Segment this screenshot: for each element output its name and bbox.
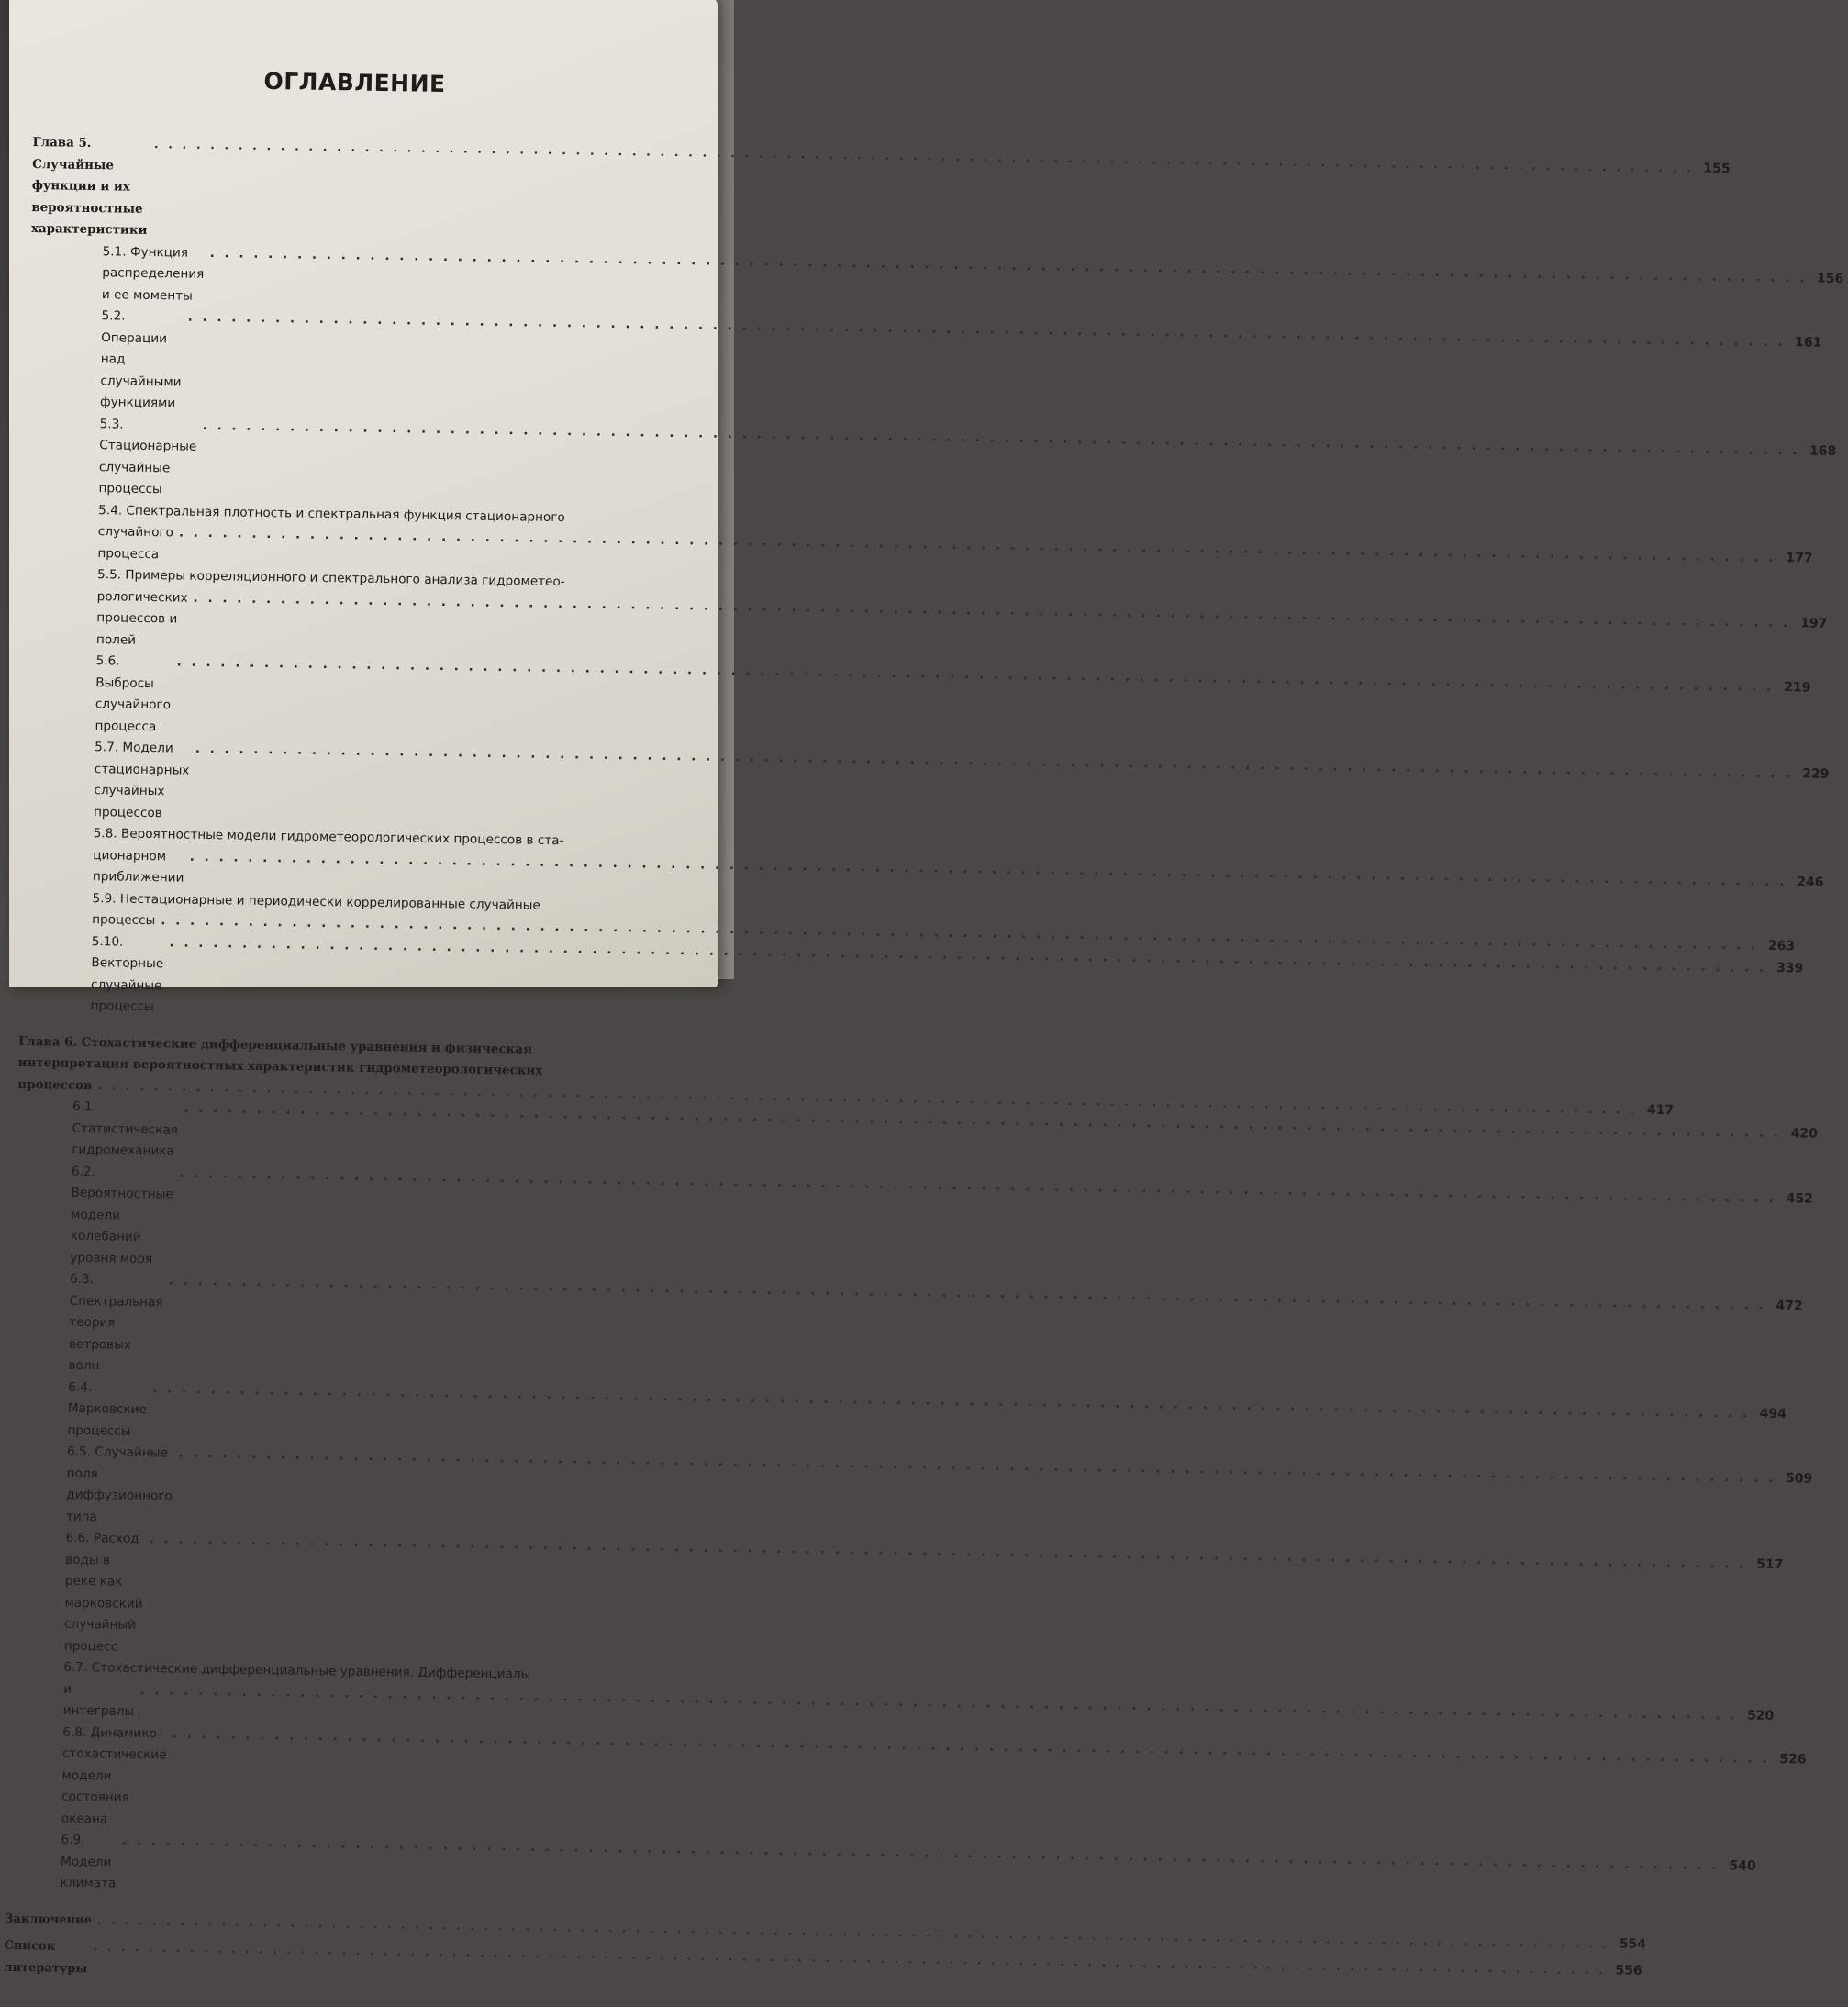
toc-chapter-6 — [17, 1031, 1675, 1118]
dot-leader — [209, 243, 1807, 290]
section-label-cont: рологических процессов и полей — [95, 588, 188, 648]
dot-leader — [122, 1831, 1720, 1878]
section-label: 5.10. Векторные случайные процессы — [90, 933, 164, 1015]
section-label-cont: и интегралы — [62, 1681, 135, 1719]
dot-leader — [187, 307, 1785, 354]
page-number: 156 — [1816, 271, 1844, 286]
toc-section — [30, 240, 1844, 314]
page-number: 229 — [1802, 766, 1830, 782]
section-label: 5.8. Вероятностные модели гидрометеорологических процессов в ста- — [93, 826, 564, 849]
page-number: 417 — [1646, 1102, 1675, 1118]
section-label: 5.9. Нестационарные и периодически коррелированные случайные — [92, 890, 540, 913]
toc-chapter-5 — [30, 132, 1731, 250]
page-number: 520 — [1746, 1708, 1775, 1723]
dot-leader — [179, 1163, 1776, 1210]
dot-leader — [150, 1529, 1747, 1576]
toc-section — [22, 736, 1830, 832]
toc-section — [6, 1829, 1756, 1903]
page-number: 246 — [1797, 874, 1824, 890]
dot-leader — [202, 415, 1799, 462]
section-label: 6.9. Модели климата — [60, 1832, 117, 1891]
section-label: 6.8. Динамико-стохастические модели состояния океана — [61, 1724, 167, 1826]
chapter-label-cont: интерпретация вероятностных характеристик гидрометеорологических — [17, 1054, 543, 1078]
page-number: 197 — [1799, 615, 1828, 631]
dot-leader — [195, 739, 1793, 786]
page-number: 420 — [1790, 1126, 1819, 1142]
toc-section — [15, 1160, 1814, 1277]
section-label-cont: ционарном приближении — [92, 847, 184, 886]
dot-leader — [190, 846, 1787, 893]
toc-section — [7, 1656, 1775, 1731]
toc-section — [13, 1268, 1803, 1386]
section-label: 5.6. Выбросы случайного процесса — [95, 653, 172, 734]
page-number: 509 — [1785, 1471, 1813, 1487]
chapter-label: Глава 6. Стохастические дифференциальные уравнения и физическая — [17, 1033, 532, 1057]
page-number: 556 — [1615, 1963, 1642, 1979]
dot-leader — [193, 587, 1790, 634]
toc-section — [23, 650, 1811, 746]
page-number: 263 — [1767, 938, 1796, 954]
dot-leader — [152, 1378, 1750, 1425]
page-number: 161 — [1794, 335, 1822, 351]
page-content — [4, 0, 1844, 1979]
toc-section — [11, 1441, 1813, 1537]
section-label: 5.1. Функция распределения и ее моменты — [101, 243, 205, 304]
toc-section — [28, 305, 1822, 422]
page-number: 517 — [1756, 1556, 1784, 1573]
toc-section — [25, 563, 1828, 660]
section-label: 6.1. Статистическая гидромеханика — [72, 1098, 179, 1159]
page-number: 219 — [1784, 680, 1811, 696]
section-label: 6.3. Спектральная теория ветровых волн — [68, 1271, 163, 1374]
dot-leader — [179, 523, 1776, 570]
page-number: 177 — [1786, 551, 1813, 566]
toc-section — [21, 822, 1824, 897]
toc-section — [9, 1527, 1784, 1667]
section-label: 5.2. Операции над случайными функциями — [99, 308, 182, 411]
dot-leader — [139, 1680, 1737, 1727]
dot-leader — [176, 652, 1774, 699]
page-number: 155 — [1703, 161, 1731, 177]
references-label: Список литературы — [4, 1938, 88, 1976]
page-number: 540 — [1729, 1858, 1756, 1874]
section-label-cont: случайного процесса — [97, 524, 174, 562]
dot-leader — [178, 1444, 1776, 1490]
toc-section — [6, 1721, 1807, 1838]
section-label: 5.4. Спектральная плотность и спектральная функция стационарного — [98, 502, 565, 525]
section-label: 6.6. Расход воды в реке как марковский случайный процесс — [63, 1530, 143, 1655]
dot-leader — [173, 1723, 1770, 1770]
section-label: 5.3. Стационарные случайные процессы — [98, 416, 197, 497]
toc-section — [12, 1376, 1787, 1450]
section-label: 6.4. Марковские процессы — [67, 1379, 148, 1439]
section-label: 6.5. Случайные поля диффузионного типа — [65, 1444, 173, 1524]
toc-section — [27, 412, 1837, 508]
toc-entries — [4, 132, 1844, 1989]
conclusion-label: Заключение — [4, 1912, 93, 1927]
section-label: 5.5. Примеры корреляционного и спектрального анализа гидрометео- — [96, 567, 565, 590]
toc-section — [26, 498, 1813, 573]
page-number: 168 — [1809, 442, 1837, 459]
page-number: 452 — [1786, 1190, 1814, 1207]
section-label-cont: процессы — [92, 912, 156, 929]
book-page — [4, 0, 1844, 1979]
toc-title: ОГЛАВЛЕНИЕ — [263, 67, 446, 98]
dot-leader — [169, 1270, 1766, 1317]
chapter-label-cont: процессов — [17, 1076, 93, 1093]
section-label: 6.2. Вероятностные модели колебаний уровня моря — [70, 1164, 173, 1266]
dot-leader — [154, 134, 1694, 180]
section-label: 6.7. Стохастические дифференциальные уравнения. Дифференциалы — [63, 1659, 531, 1682]
section-label: 5.7. Модели стационарных случайных процессов — [93, 740, 190, 820]
page-number: 472 — [1776, 1298, 1803, 1314]
page-number: 554 — [1619, 1935, 1647, 1952]
page-number: 339 — [1776, 960, 1804, 976]
chapter-label: Глава 5. Случайные функции и их вероятностные характеристики — [30, 134, 148, 238]
page-number: 526 — [1779, 1751, 1807, 1767]
page-number: 494 — [1759, 1406, 1787, 1422]
